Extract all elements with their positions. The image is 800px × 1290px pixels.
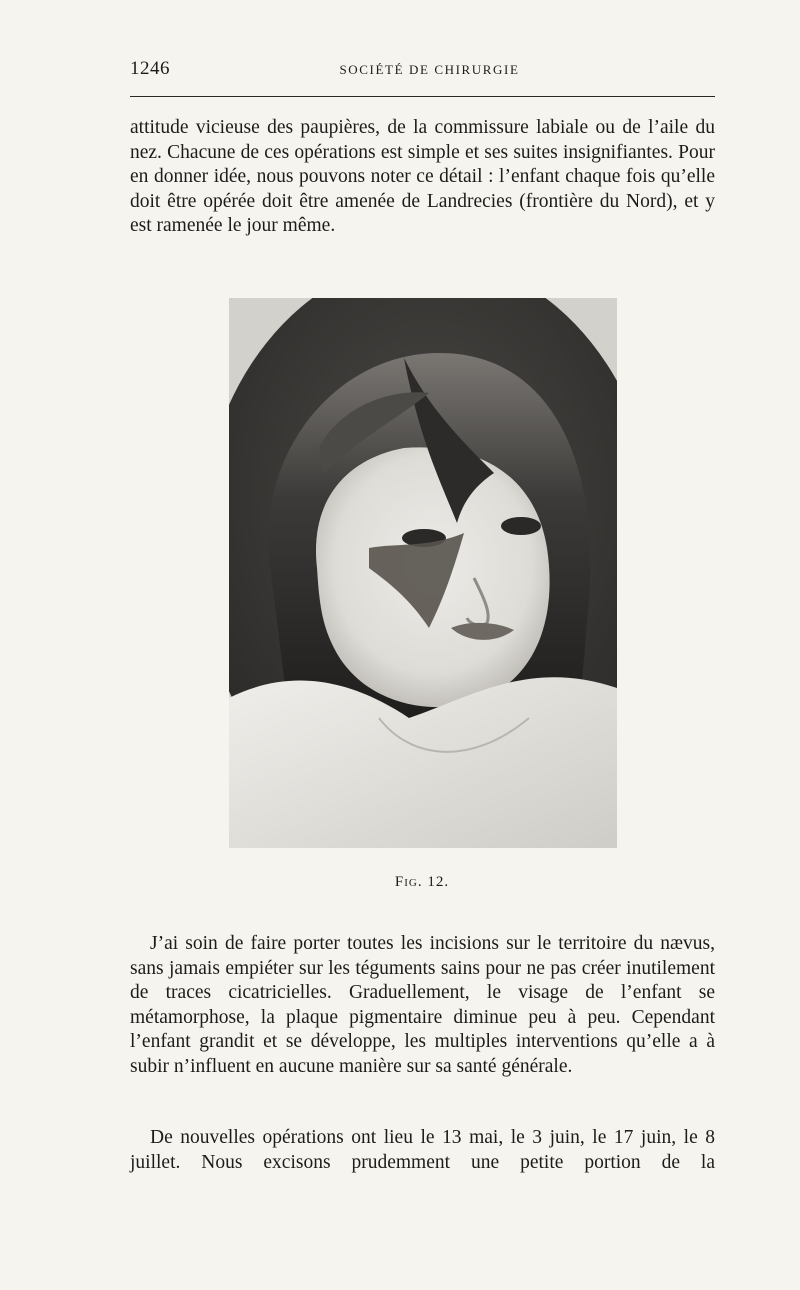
figure-photograph	[229, 298, 617, 848]
page-number: 1246	[130, 58, 170, 79]
header-rule	[130, 96, 715, 97]
page-header	[130, 58, 715, 82]
running-head: SOCIÉTÉ DE CHIRURGIE	[339, 62, 520, 77]
paragraph-operations: De nouvelles opérations ont lieu le 13 mai, le 3 juin, le 17 juin, le 8 juillet. Nous excisons prudemment une petite portion de la	[130, 1127, 715, 1173]
figure-caption: Fig. 12.	[394, 874, 450, 890]
paragraph-incisions: J’ai soin de faire porter toutes les incisions sur le territoire du nævus, sans jamais empiéter sur les téguments sains pour ne pas créer inutilement de traces cicatricielles. Graduellement, le visage de l’enfant se métamorphose, la plaque pigmentaire diminue peu à peu. Cependant l’enfant grandit et se développe, les multiples interventions qu’elle a à subir n’influent en aucune manière sur sa santé générale.	[130, 933, 715, 1077]
paragraph-intro: attitude vicieuse des paupières, de la commissure labiale ou de l’aile du nez. Chacune de ces opérations est simple et ses suites insignifiantes. Pour en donner idée, nous pouvons noter ce détail : l’enfant chaque fois qu’elle doit être opérée doit être amenée de Landrecies (frontière du Nord), et y est ramenée le jour même.	[130, 117, 715, 236]
